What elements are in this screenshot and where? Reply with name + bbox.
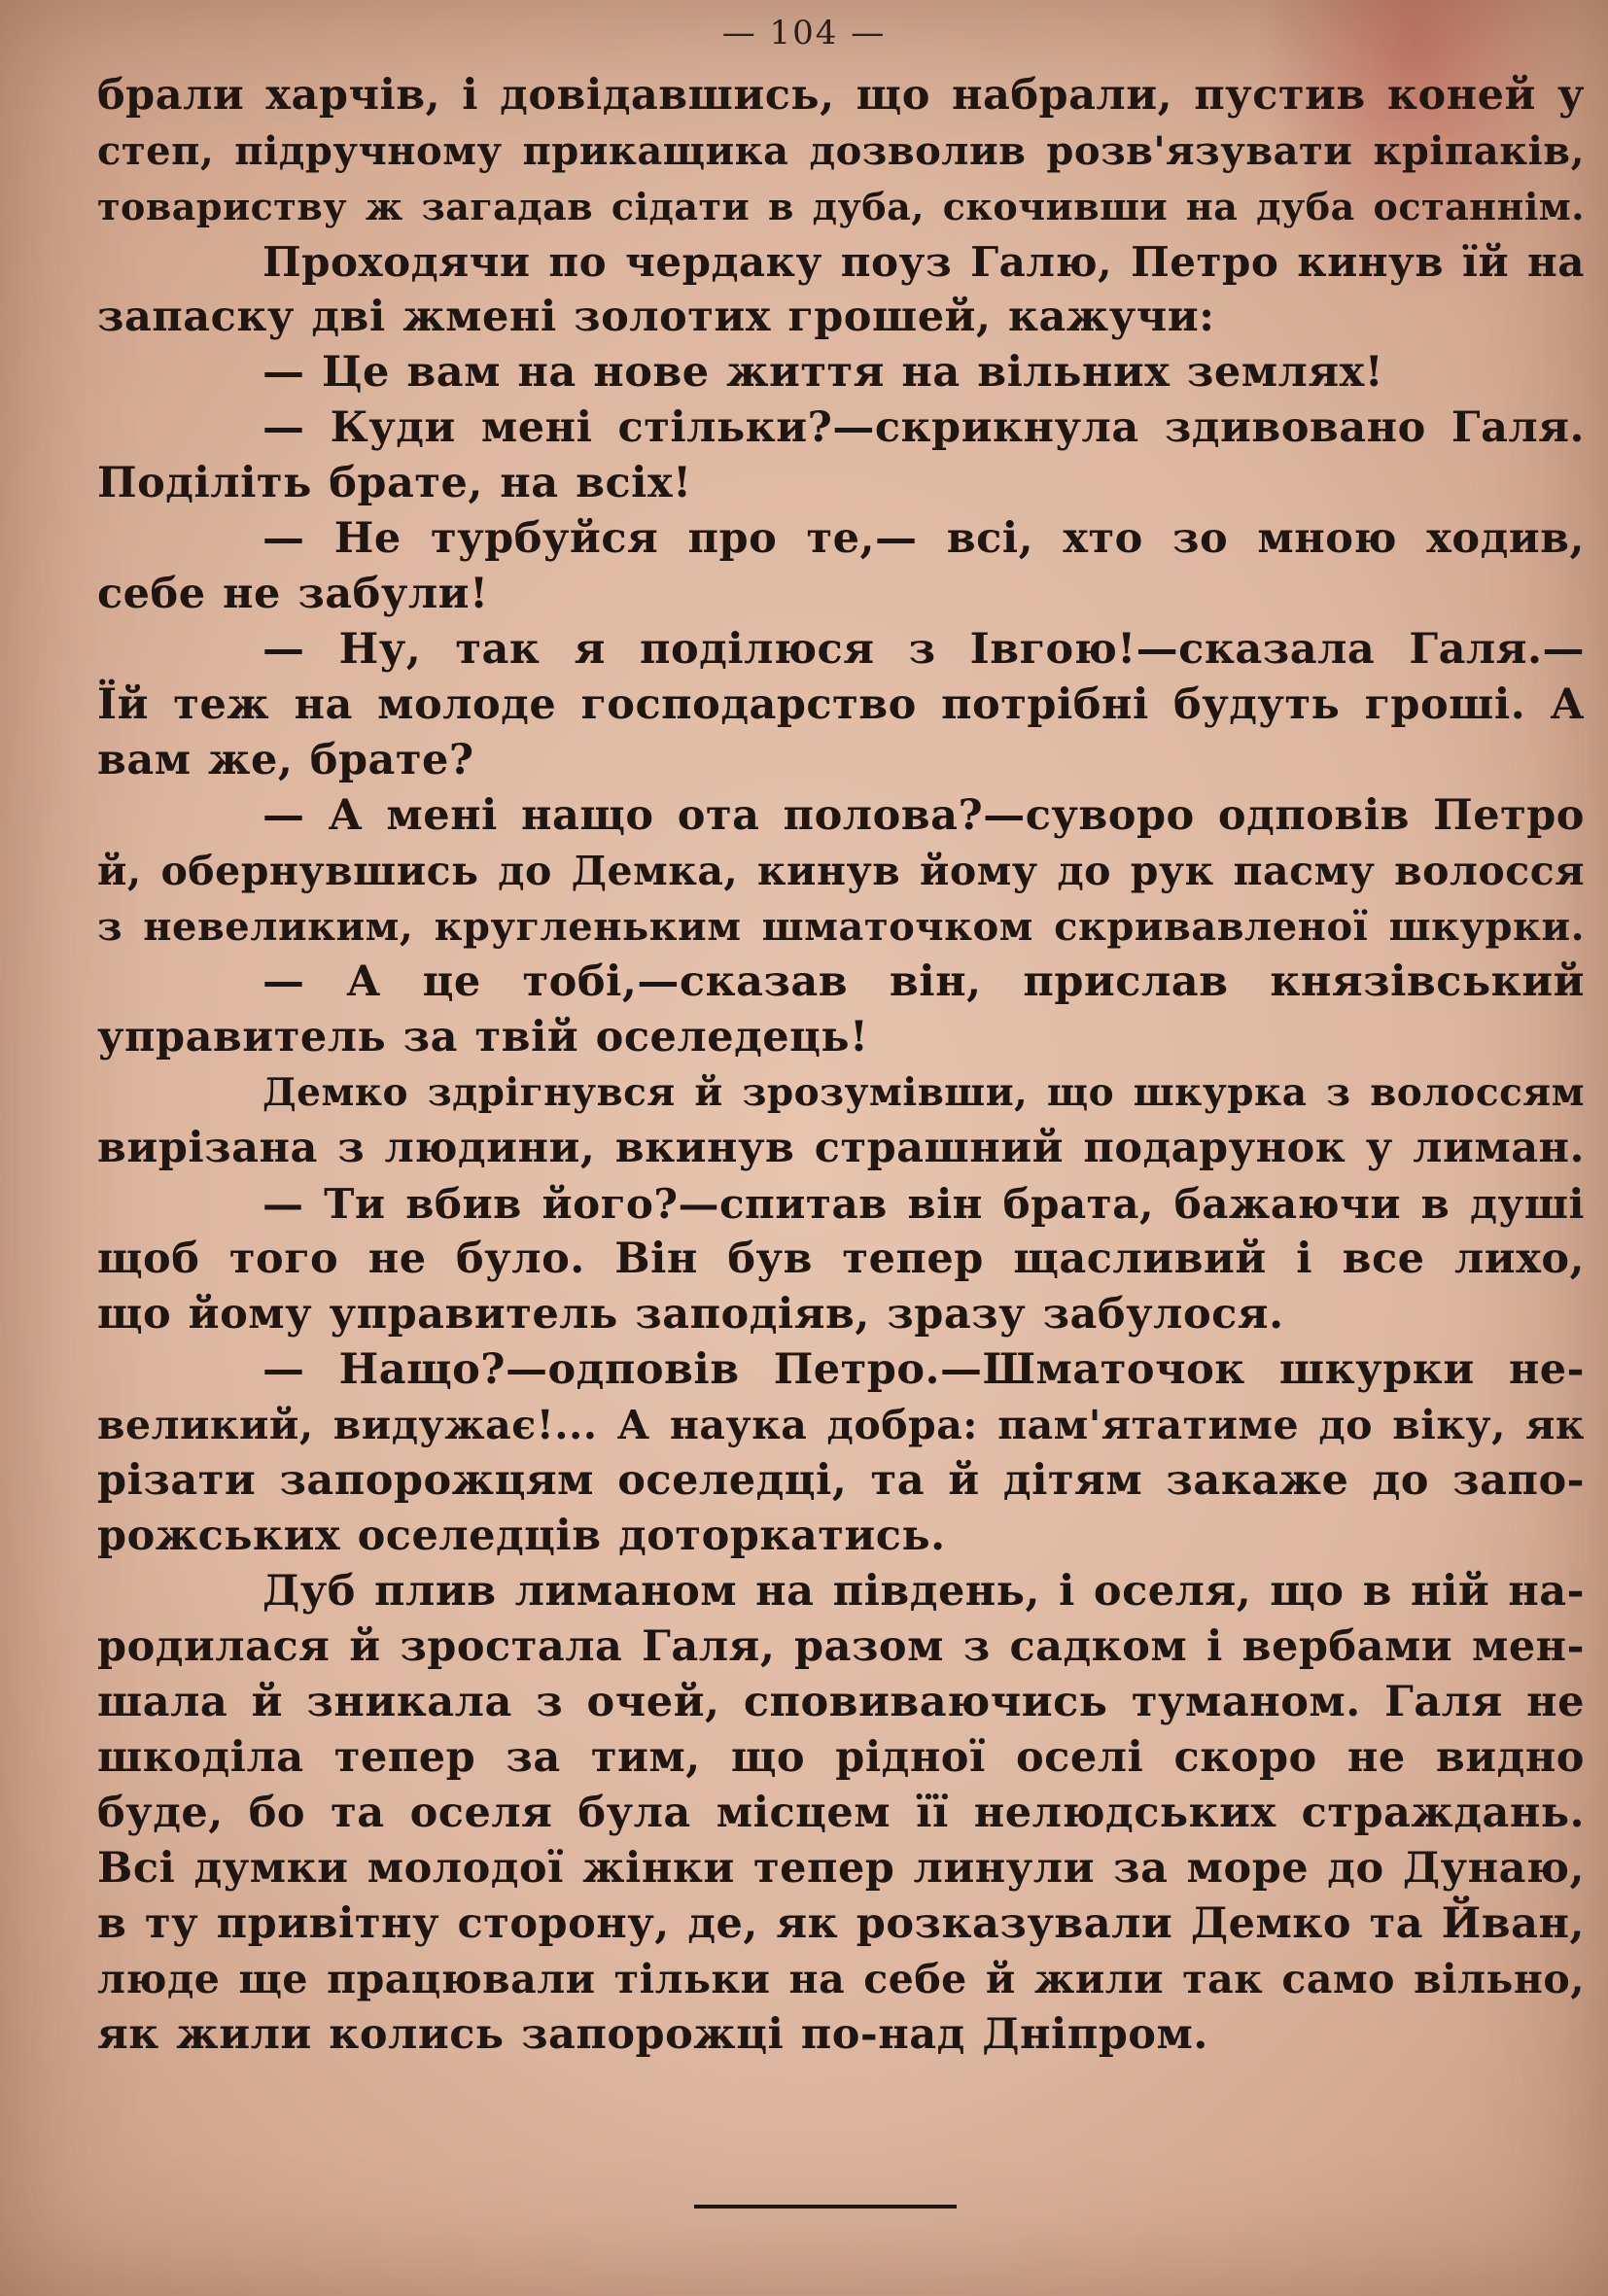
text-line: Поділіть брате, на всіх!: [97, 459, 692, 507]
text-line: — Це вам на нове життя на вільних землях!: [262, 348, 1384, 397]
text-line: Проходячи по чердаку поуз Галю, Петро кинув їй на: [262, 238, 1585, 286]
text-line: родилася й зростала Галя, разом з садком і вербами мен-: [97, 1622, 1585, 1671]
text-line: степ, підручному прикащика дозволив розв'язувати кріпаків,: [97, 128, 1585, 174]
text-line: з невеликим, кругленьким шматочком скривавленої шкурки.: [97, 904, 1585, 950]
text-line: рожських оселедців доторкатись.: [97, 1512, 946, 1560]
text-line: шкоділа тепер за тим, що рідної оселі скоро не видно: [97, 1733, 1585, 1782]
body-text: [97, 68, 1585, 2063]
text-line: Дуб плив лиманом на південь, і оселя, що в ній на-: [262, 1567, 1585, 1616]
text-line: — Ну, так я поділюся з Івгою!—сказала Галя.—: [262, 625, 1585, 674]
text-line: буде, бо та оселя була місцем її нелюдських страждань.: [97, 1789, 1585, 1837]
text-line: — А це тобі,—сказав він, прислав князівський: [262, 957, 1585, 1006]
text-line: великий, видужає!... А наука добра: пам'ятатиме до віку, як: [97, 1402, 1585, 1448]
end-rule: [694, 2205, 957, 2209]
text-line: брали харчів, і довідавшись, що набрали, пустив коней у: [97, 71, 1585, 120]
text-line: різати запорожцям оселедці, та й дітям закаже до запо-: [97, 1456, 1585, 1505]
text-line: — Нащо?—одповів Петро.—Шматочок шкурки не-: [262, 1345, 1585, 1394]
text-line: в ту привітну сторону, де, як розказували Демко та Йван,: [97, 1899, 1585, 1948]
text-line: — Куди мені стільки?—скрикнула здивовано Галя.: [262, 403, 1585, 452]
text-line: Їй теж на молоде господарство потрібні будуть гроші. А: [97, 680, 1585, 729]
text-line: вам же, брате?: [97, 736, 474, 784]
text-line: люде ще працювали тільки на себе й жили так само вільно,: [97, 1956, 1585, 2002]
text-line: — А мені нащо ота полова?—суворо одповів Петро: [262, 791, 1585, 840]
text-line: себе не забули!: [97, 570, 489, 618]
text-line: товариству ж загадав сідати в дуба, скочивши на дуба останнім.: [97, 185, 1585, 228]
text-line: шала й зникала з очей, сповиваючись туманом. Галя не: [97, 1678, 1585, 1726]
text-line: й, обернувшись до Демка, кинув йому до рук пасму волосся: [97, 848, 1585, 894]
text-line: що йому управитель заподіяв, зразу забулося.: [97, 1290, 1284, 1339]
text-line: Демко здрігнувся й зрозумівши, що шкурка з волоссям: [262, 1070, 1585, 1115]
text-line: вирізана з людини, вкинув страшний подарунок у лиман.: [97, 1124, 1585, 1172]
text-line: Всі думки молодої жінки тепер линули за море до Дунаю,: [97, 1844, 1585, 1893]
text-line: запаску дві жмені золотих грошей, кажучи:: [97, 293, 1215, 341]
text-line: щоб того не було. Він був тепер щасливий і все лихо,: [97, 1235, 1585, 1283]
page-number: — 104 —: [721, 14, 887, 52]
text-line: — Не турбуйся про те,— всі, хто зо мною ходив,: [262, 514, 1585, 563]
text-line: як жили колись запорожці по-над Дніпром.: [97, 2010, 1208, 2059]
text-line: управитель за твій оселедець!: [97, 1013, 869, 1061]
text-line: — Ти вбив його?—спитав він брата, бажаючи в душі: [262, 1180, 1585, 1228]
